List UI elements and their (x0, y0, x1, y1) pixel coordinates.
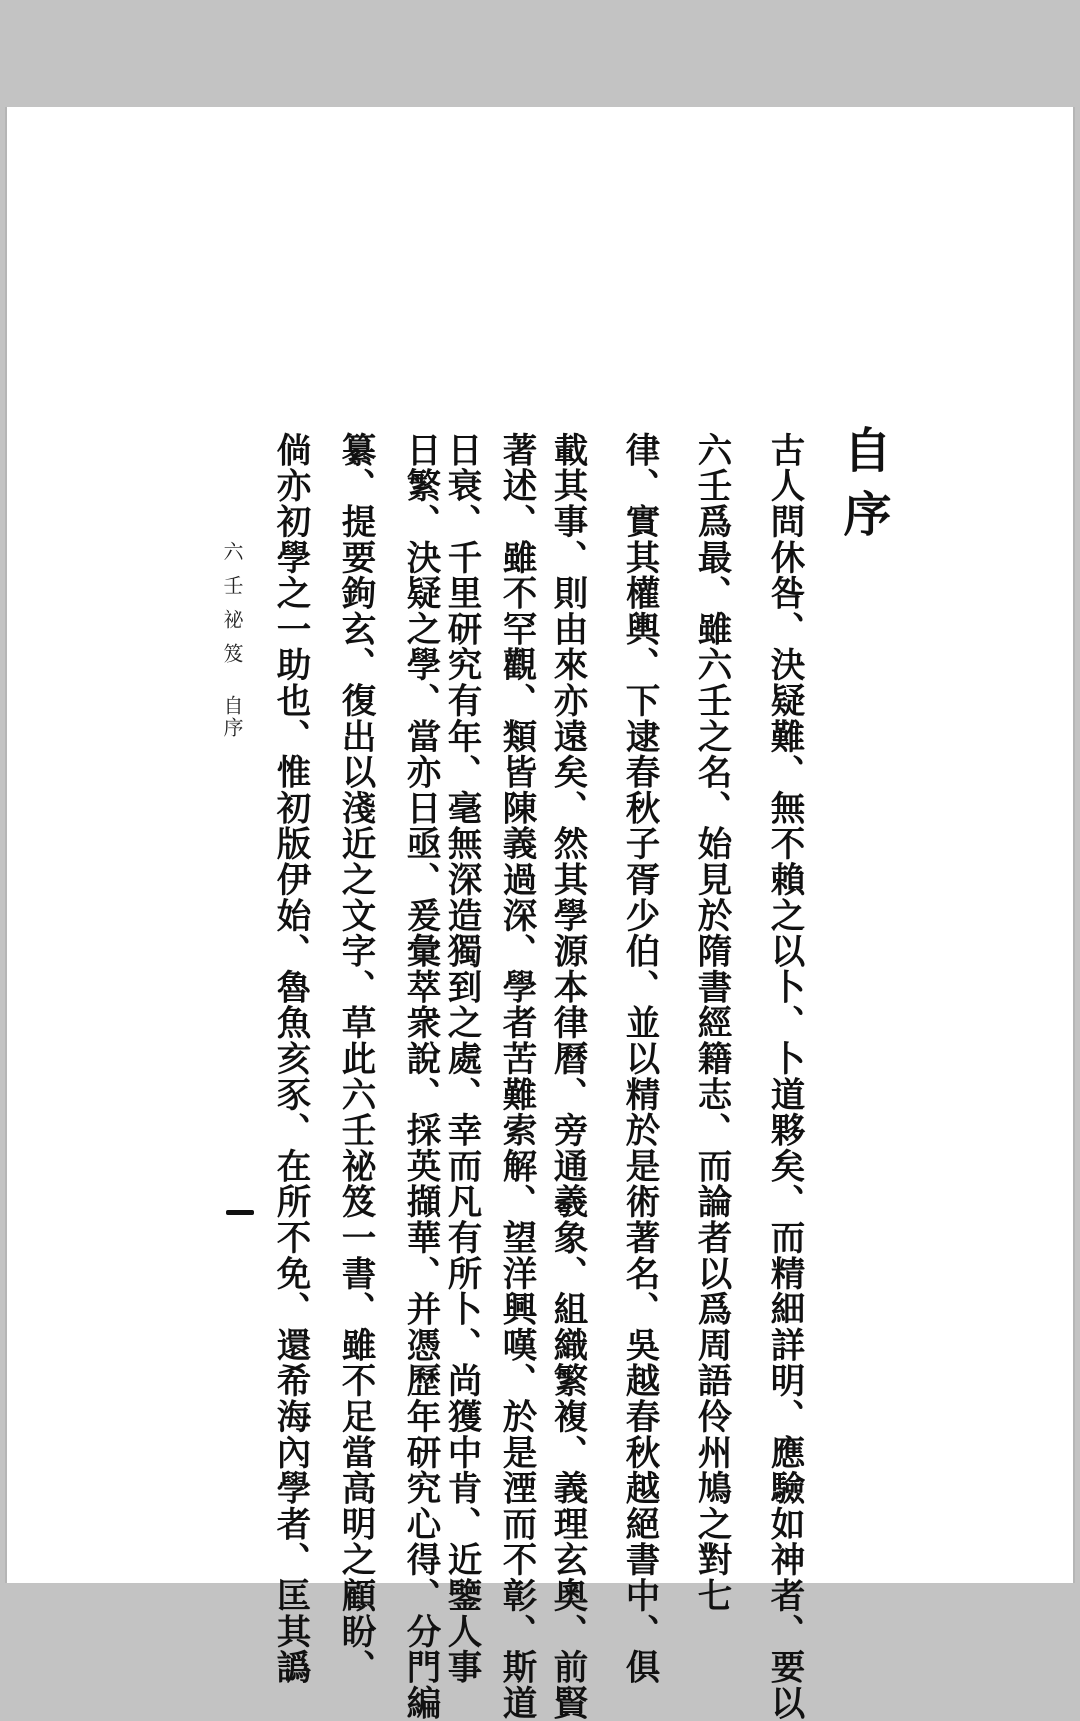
running-footer (217, 541, 247, 739)
text-column-8: 纂、提要鉤玄、復出以淺近之文字、草此六壬祕笈一書、雖不足當高明之顧盼、 (335, 432, 375, 1685)
text-column-6: 日衰、千里研究有年、毫無深造獨到之處、幸而凡有所卜、尚獲中肯、近鑒人事 (441, 432, 481, 1685)
text-column-2: 六壬爲最、雖六壬之名、始見於隋書經籍志、而論者以爲周語伶州鳩之對七 (691, 432, 731, 1614)
page-number-mark (226, 1210, 254, 1215)
section-label: 自序 (220, 695, 244, 740)
page-title: 自序 (835, 425, 891, 553)
text-column-7: 日繁、決疑之學、當亦日亟、爰彙萃衆說、採英擷華、并憑歷年研究心得、分門編 (400, 432, 440, 1721)
document-page (5, 107, 1075, 1721)
text-column-9: 倘亦初學之一助也、惟初版伊始、魯魚亥豕、在所不免、還希海內學者、匡其譌 (270, 432, 310, 1685)
book-title: 六壬祕笈 (220, 541, 244, 677)
text-column-4: 載其事、則由來亦遠矣、然其學源本律曆、旁通羲象、組織繁複、義理玄奧、前賢 (547, 432, 587, 1721)
text-column-1: 古人問休咎、決疑難、無不賴之以卜、卜道夥矣、而精細詳明、應驗如神者、要以 (764, 432, 804, 1721)
text-column-5: 著述、雖不罕觀、類皆陳義過深、學者苦難索解、望洋興嘆、於是湮而不彰、斯道 (496, 432, 536, 1721)
text-column-3: 律、實其權輿、下逮春秋子胥少伯、並以精於是術著名、吳越春秋越絕書中、俱 (619, 432, 659, 1685)
